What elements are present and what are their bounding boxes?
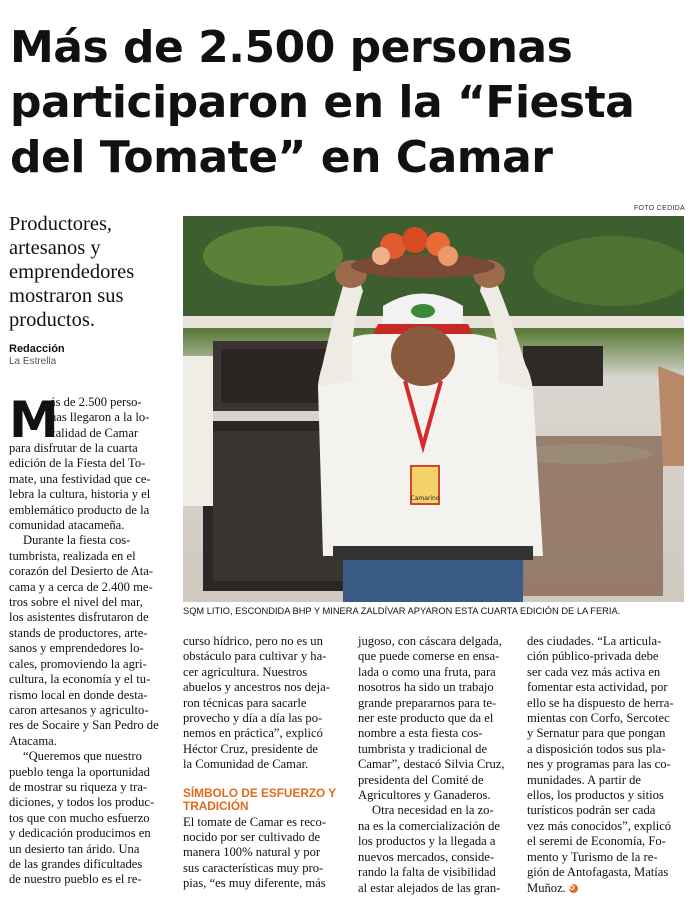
text-line: rismo local en donde desta-	[9, 687, 148, 702]
text-line: abuelos y ancestros nos deja-	[183, 680, 330, 695]
text-line: na es la comercialización de	[358, 818, 500, 833]
deck-line: emprendedores	[9, 261, 135, 283]
text-line: obstáculo para cultivar y ha-	[183, 649, 327, 664]
text-line: ción público-privada debe	[527, 649, 659, 664]
body-column-4	[527, 634, 687, 896]
photo-illustration	[183, 216, 684, 602]
text-line: jugoso, con cáscara delgada,	[358, 634, 502, 648]
text-line: ron técnicas para sacarle	[183, 695, 307, 710]
text-line: de nuestro pueblo es el re-	[9, 872, 142, 887]
feature-photo	[183, 216, 684, 602]
section-subhead: TRADICIÓN	[183, 798, 249, 813]
text-line: edición de la Fiesta del To-	[9, 456, 146, 471]
text-line: caron artesanos y agriculto-	[9, 702, 149, 717]
text-line: ner este producto que da el	[358, 711, 494, 726]
headline-line: del Tomate” en Camar	[10, 132, 553, 183]
text-line: de mostrar su riqueza y tra-	[9, 779, 148, 794]
body-column-1-top	[50, 395, 178, 441]
text-line: y dedicación producimos en	[9, 826, 151, 841]
text-line: nuevos mercados, conside-	[358, 849, 495, 864]
headline-line: Más de 2.500 personas	[10, 22, 573, 73]
text-line: turísticos podrán ser cada	[527, 803, 656, 818]
text-line: “Queremos que nuestro	[23, 749, 142, 764]
text-line: tros sobre el nivel del mar,	[9, 595, 143, 610]
text-line: para disfrutar de la cuarta	[9, 441, 138, 455]
text-line: lebra la cultura, historia y el	[9, 487, 151, 502]
text-line: rando la falta de visibilidad	[358, 865, 496, 880]
text-line: Agricultores y Ganaderos.	[358, 788, 491, 803]
text-line: ser cada vez más activa en	[527, 664, 661, 679]
text-line: provecho y día a día las po-	[183, 711, 323, 726]
text-line: sus características muy pro-	[183, 860, 324, 875]
text-line: des ciudades. “La articula-	[527, 634, 662, 648]
text-line: ellos, los productos y sitios	[527, 788, 664, 803]
text-line: lada o como una fruta, para	[358, 664, 496, 679]
text-line: calidad de Camar	[50, 425, 139, 440]
text-line: gión de Antofagasta, Matías	[527, 865, 669, 880]
text-line: stands de productores, arte-	[9, 625, 148, 640]
headline-line: participaron en la “Fiesta	[10, 77, 635, 128]
deck-line: artesanos y	[9, 237, 101, 259]
photo-caption: SQM LITIO, ESCONDIDA BHP Y MINERA ZALDÍVAR APYARON ESTA CUARTA EDICIÓN DE LA FERIA.	[183, 606, 621, 616]
text-line: pueblo tenga la oportunidad	[9, 764, 150, 779]
text-line: Otra necesidad en la zo-	[372, 803, 494, 818]
deck-line: mostraron sus	[9, 285, 124, 307]
text-line: mento y Turismo de la re-	[527, 849, 658, 864]
byline	[9, 343, 179, 368]
deck-subtitle	[9, 212, 179, 332]
text-line: al estar alejados de las gran-	[358, 880, 501, 895]
text-line: mientas con Corfo, Sercotec	[527, 711, 670, 726]
text-line: un desierto tan árido. Una	[9, 841, 140, 856]
headline	[10, 20, 690, 185]
text-line: curso hídrico, pero no es un	[183, 634, 323, 648]
text-line: los productos y la llegada a	[358, 834, 496, 849]
photo-credit: FOTO CEDIDA	[633, 205, 685, 212]
drop-cap: M	[9, 391, 59, 449]
body-column-3	[358, 634, 518, 896]
text-line: tumbrista, realizada en el	[9, 548, 136, 563]
text-line: nemos en práctica”, explicó	[183, 726, 323, 741]
text-line: que puede comerse en ensa-	[358, 649, 500, 664]
section-subhead: SÍMBOLO DE ESFUERZO Y	[183, 785, 337, 800]
text-line: nosotros ha sido un trabajo	[358, 680, 494, 695]
body-column-1	[9, 441, 179, 888]
text-line: y Sernatur para que pongan	[527, 726, 666, 741]
text-line: nes y programas para las co-	[527, 757, 671, 772]
body-column-2	[183, 634, 349, 892]
text-line: tos que con mucho esfuerzo	[9, 810, 150, 825]
text-line: mate, una festividad que ce-	[9, 471, 151, 486]
text-line: ello se ha dispuesto de herra-	[527, 695, 674, 710]
text-line: los asistentes disfrutaron de	[9, 610, 149, 625]
text-line: tumbrista y tradicional de	[358, 741, 488, 756]
text-line: presidenta del Comité de	[358, 772, 484, 787]
text-line: Camar”, destacó Silvia Cruz,	[358, 757, 505, 772]
text-line: res de Socaire y San Pedro de	[9, 718, 159, 733]
byline-org: La Estrella	[9, 356, 57, 367]
text-line: corazón del Desierto de Ata-	[9, 564, 154, 579]
text-line: cales, promoviendo la agri-	[9, 656, 147, 671]
byline-author: Redacción	[9, 343, 65, 355]
text-line: grande prepararnos para te-	[358, 695, 497, 710]
text-line: ás de 2.500 perso-	[50, 395, 142, 409]
text-line: cama y a cerca de 2.400 me-	[9, 579, 153, 594]
text-line: vez más conocidos”, explicó	[527, 818, 672, 833]
text-line: El tomate de Camar es reco-	[183, 814, 327, 829]
end-mark-icon: ✪	[569, 884, 578, 893]
text-line: sanos y emprendedores lo-	[9, 641, 144, 656]
text-line: el seremi de Economía, Fo-	[527, 834, 666, 849]
text-line: nombre a esta fiesta cos-	[358, 726, 483, 741]
text-line: Durante la fiesta cos-	[23, 533, 131, 548]
text-line: cultura, la economía y el tu-	[9, 672, 151, 687]
text-line: nocido por ser cultivado de	[183, 830, 321, 845]
text-line: nas llegaron a la lo-	[50, 410, 150, 425]
text-line: Atacama.	[9, 733, 57, 748]
text-line: la Comunidad de Camar.	[183, 757, 309, 772]
text-line: Héctor Cruz, presidente de	[183, 741, 318, 756]
deck-line: productos.	[9, 309, 95, 331]
text-line: fomentar esta actividad, por	[527, 680, 668, 695]
text-line: diciones, y todos los produc-	[9, 795, 155, 810]
deck-line: Productores,	[9, 213, 113, 235]
text-line: Muñoz. ✪	[527, 881, 687, 896]
text-line: comunidad atacameña.	[9, 518, 125, 533]
text-line: emblemático producto de la	[9, 502, 150, 517]
text-line: de las grandes dificultades	[9, 856, 143, 871]
text-line: cer agricultura. Nuestros	[183, 664, 308, 679]
text-line: manera 100% natural y por	[183, 845, 321, 860]
text-line: pias, “es muy diferente, más	[183, 876, 326, 891]
text-line: munidades. A partir de	[527, 772, 642, 787]
photo-badge-text: Camarino	[410, 495, 440, 502]
text-line: a disposición todos sus pla-	[527, 741, 666, 756]
